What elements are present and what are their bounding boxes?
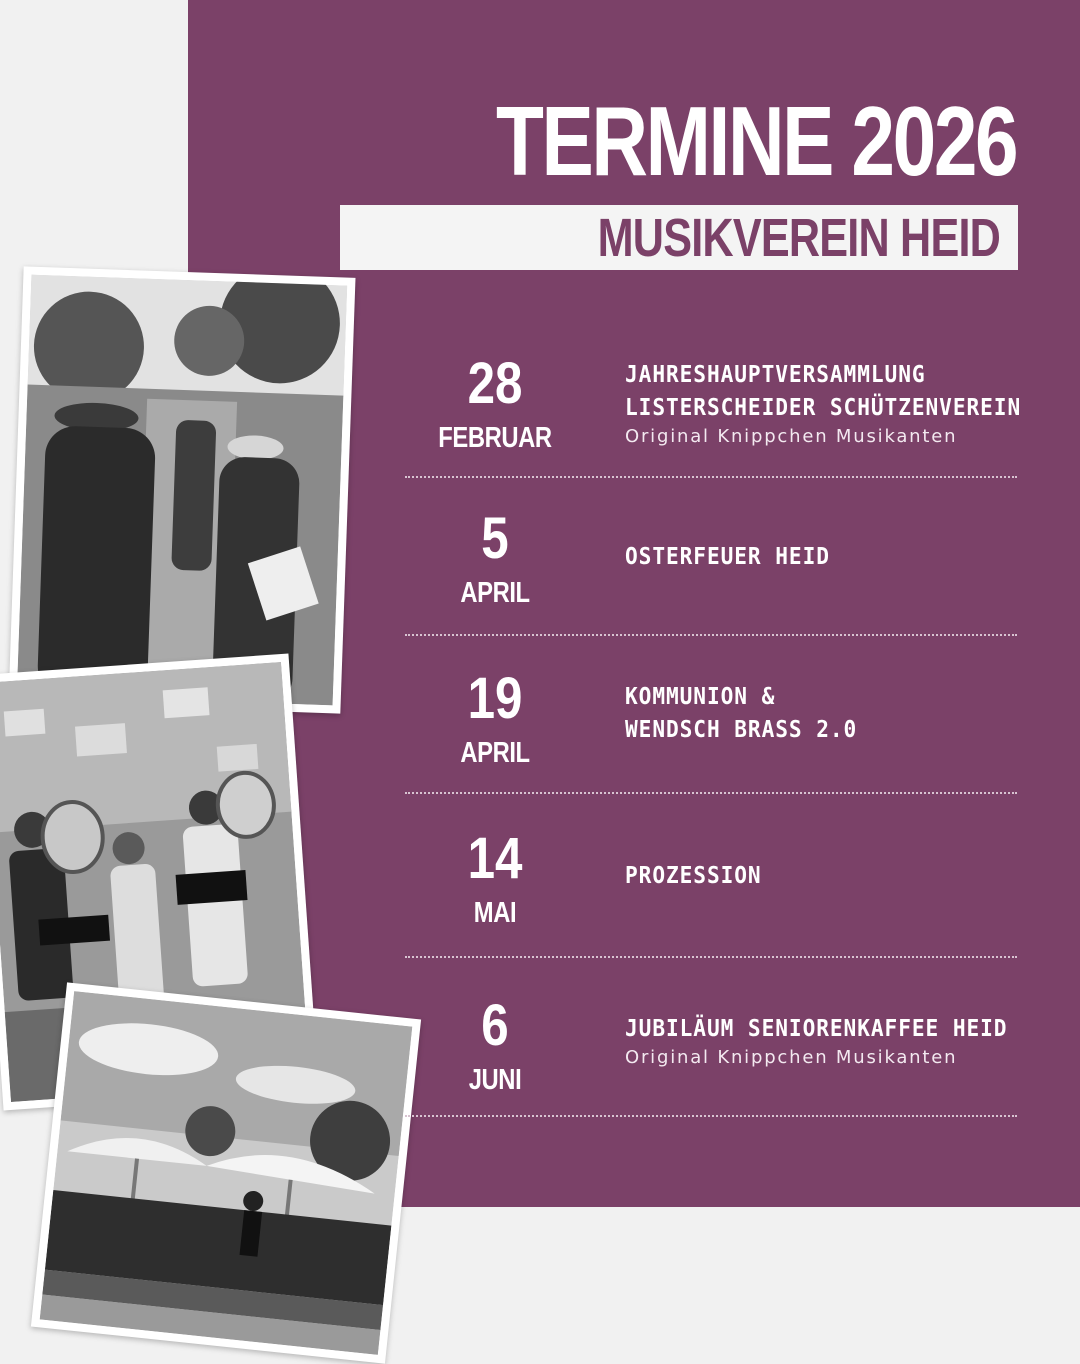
event-month: JUNI xyxy=(468,1064,522,1096)
event-title-line1: KOMMUNION & xyxy=(625,684,776,710)
event-info xyxy=(625,681,1025,747)
event-title-line2: WENDSCH BRASS 2.0 xyxy=(625,717,858,743)
subtitle-bar xyxy=(340,205,1018,270)
event-item xyxy=(405,351,1022,465)
event-item xyxy=(405,826,1017,940)
event-item xyxy=(405,993,1017,1107)
event-month: MAI xyxy=(473,897,517,929)
photo-parade xyxy=(8,266,355,713)
event-title-line1: JUBILÄUM SENIORENKAFFEE HEID xyxy=(625,1016,1008,1042)
event-info xyxy=(625,359,1025,449)
event-day: 28 xyxy=(467,351,523,416)
divider xyxy=(405,476,1017,478)
divider xyxy=(405,634,1017,636)
event-title-line1: OSTERFEUER HEID xyxy=(625,544,830,570)
divider xyxy=(405,792,1017,794)
event-month: APRIL xyxy=(460,737,530,769)
event-day: 5 xyxy=(481,506,509,571)
event-title-line2: LISTERSCHEIDER SCHÜTZENVEREIN xyxy=(625,395,1022,421)
event-month: FEBRUAR xyxy=(438,422,552,454)
event-day: 14 xyxy=(467,826,523,891)
divider xyxy=(405,956,1017,958)
event-title-line1: JAHRESHAUPTVERSAMMLUNG xyxy=(625,362,926,388)
event-item xyxy=(405,666,1017,780)
event-subtitle: Original Knippchen Musikanten xyxy=(625,1047,958,1068)
event-info xyxy=(625,1013,1025,1070)
event-info xyxy=(625,860,1025,893)
event-day: 19 xyxy=(467,666,523,731)
event-title-line1: PROZESSION xyxy=(625,863,762,889)
event-month: APRIL xyxy=(460,577,530,609)
divider xyxy=(405,1115,1017,1117)
page-title: TERMINE 2026 xyxy=(495,86,1016,196)
event-day: 6 xyxy=(481,993,509,1058)
photo-outdoor-stage xyxy=(31,982,421,1363)
event-info xyxy=(625,541,1025,574)
event-item xyxy=(405,506,1017,620)
page-subtitle: MUSIKVEREIN HEID xyxy=(597,208,1000,268)
event-subtitle: Original Knippchen Musikanten xyxy=(625,426,958,447)
